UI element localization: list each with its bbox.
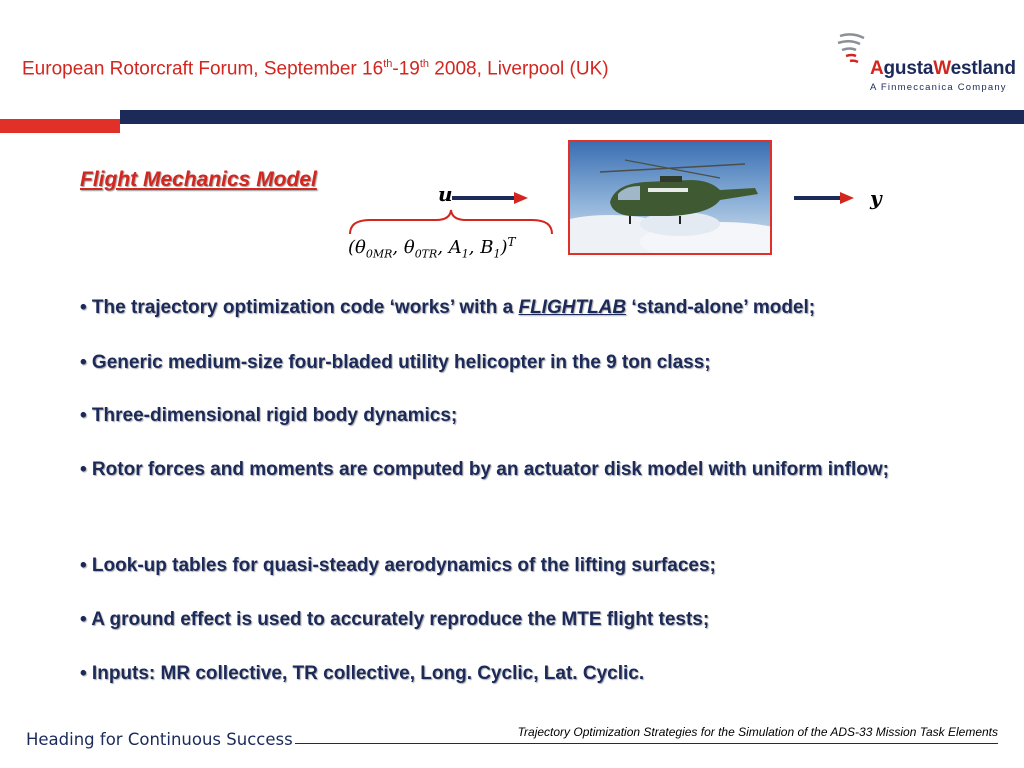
title-part2: -19 xyxy=(392,58,420,80)
agustawestland-logo-mark-icon xyxy=(836,30,870,70)
helicopter-photo xyxy=(568,140,772,255)
footer-divider xyxy=(295,743,998,744)
logo-estland: estland xyxy=(950,58,1016,79)
output-arrow-icon xyxy=(792,190,856,206)
title-sup2: th xyxy=(419,58,430,70)
logo-wordmark xyxy=(870,58,1016,80)
vec-sub1: 0MR xyxy=(365,247,393,261)
bullet-1-post: ‘stand-alone’ model; xyxy=(626,297,816,318)
vec-close: ) xyxy=(500,237,508,258)
footer-presentation-title: Trajectory Optimization Strategies for the Simulation of the ADS-33 Mission Task Elements xyxy=(517,725,998,739)
bullet-item-4: • Rotor forces and moments are computed by an actuator disk model with uniform inflow; xyxy=(80,459,889,480)
bullet-item-5: • Look-up tables for quasi-steady aerodynamics of the lifting surfaces; xyxy=(80,555,716,576)
vec-sub2: 0TR xyxy=(414,247,438,261)
bullet-item-6: • A ground effect is used to accurately reproduce the MTE flight tests; xyxy=(80,609,710,630)
logo-letter-w: W xyxy=(933,58,951,79)
input-arrow-icon xyxy=(450,190,530,206)
title-sup1: th xyxy=(383,58,393,70)
bullet-item-3: • Three-dimensional rigid body dynamics; xyxy=(80,405,458,426)
output-symbol: y xyxy=(870,186,882,210)
input-symbol: u xyxy=(438,182,453,206)
title-part1: European Rotorcraft Forum, September 16 xyxy=(22,58,384,80)
title-part3: 2008, Liverpool (UK) xyxy=(429,58,609,80)
section-title: Flight Mechanics Model xyxy=(80,168,317,191)
logo-gusta: gusta xyxy=(883,58,934,79)
bullet-item-2: • Generic medium-size four-bladed utility helicopter in the 9 ton class; xyxy=(80,352,711,373)
logo-subtitle: A Finmeccanica Company xyxy=(870,82,1007,93)
vec-sep3: , B xyxy=(468,237,494,258)
conference-title xyxy=(22,58,609,80)
logo-letter-a: A xyxy=(870,58,884,79)
brace-icon xyxy=(346,208,556,236)
vec-open: (θ xyxy=(348,237,366,258)
vec-sep2: , A xyxy=(437,237,462,258)
vec-sub3: 1 xyxy=(461,247,469,261)
vec-sep1: , θ xyxy=(392,237,415,258)
bullet-item-1 xyxy=(80,288,815,328)
input-vector xyxy=(348,235,515,261)
header-accent-bar-navy xyxy=(120,110,1024,124)
vec-sub4: 1 xyxy=(493,247,501,261)
bullet-1-pre: • The trajectory optimization code ‘works’ with a xyxy=(80,297,519,318)
helicopter-image xyxy=(570,142,770,253)
footer-tagline: Heading for Continuous Success xyxy=(26,730,293,749)
header-accent-bar-red xyxy=(0,119,120,133)
agustawestland-logo xyxy=(832,28,1016,94)
vec-sup: T xyxy=(507,235,516,249)
bullet-item-7: • Inputs: MR collective, TR collective, Long. Cyclic, Lat. Cyclic. xyxy=(80,663,645,684)
flightlab-term: FLIGHTLAB xyxy=(518,297,627,318)
